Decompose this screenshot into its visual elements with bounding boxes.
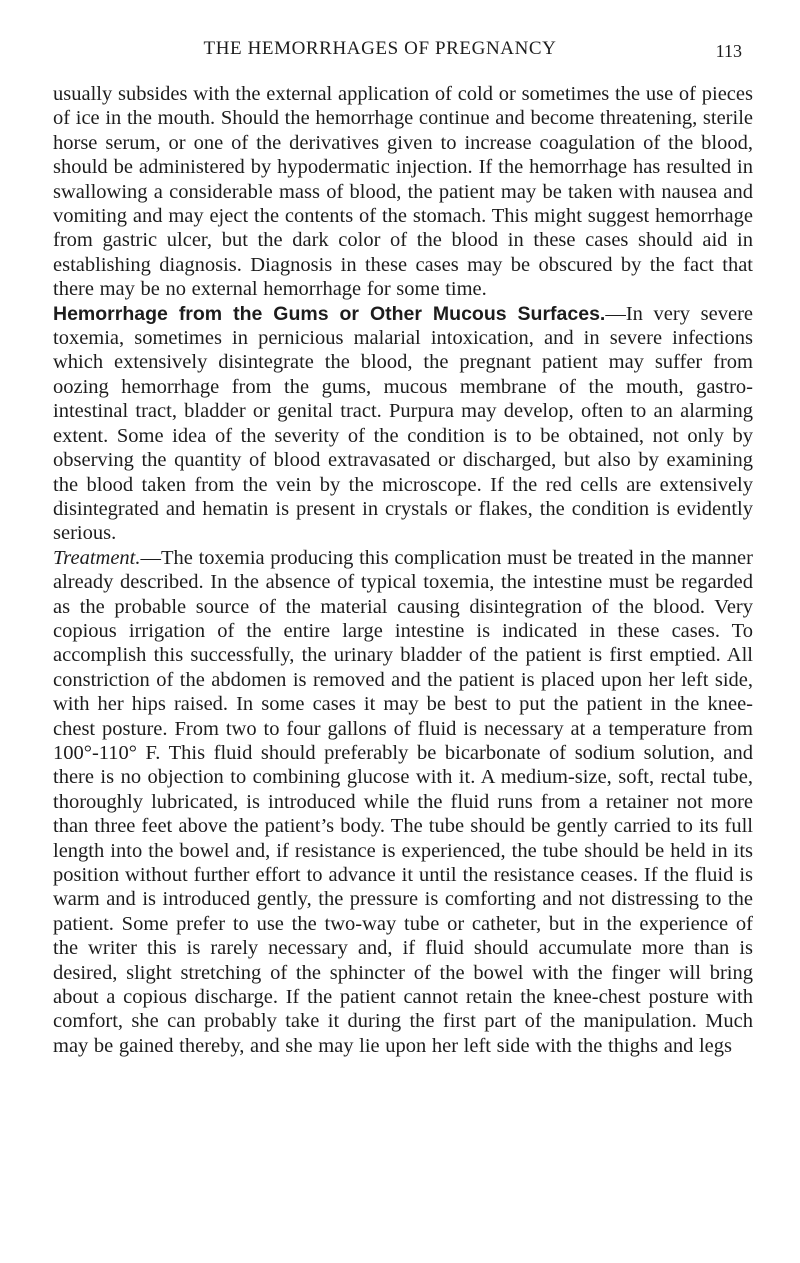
paragraph-text: usually subsides with the external application of cold or sometimes the use of pieces of ice in the mouth. Should the hemorrhage continue and become threatening, sterile horse serum, or one of the derivatives given to increase coagulation of the blood, should be administered by hypodermatic injection. If the hemorrhage has resulted in swallowing a considerable mass of blood, the patient may be taken with nausea and vomiting and may eject the contents of the stomach. This might suggest hemorrhage from gastric ulcer, but the dark color of the blood in these cases should aid in establishing diagnosis. Diagnosis in these cases may be obscured by the fact that there may be no external hemorrhage for some time.: [53, 83, 753, 301]
running-head: THE HEMORRHAGES OF PREGNANCY: [203, 38, 557, 59]
body-text: [53, 82, 753, 1058]
treatment-subheading: Treatment.: [53, 546, 141, 569]
page-number: 113: [715, 41, 742, 61]
paragraph-treatment: [53, 546, 753, 1059]
paragraph-text: —The toxemia producing this complication must be treated in the manner already described. In the absence of typical toxemia, the intestine must be regarded as the probable source of the material causing disintegration of the blood. Very copious irrigation of the entire large intestine is indicated in these cases. To accomplish this successfully, the urinary bladder of the patient is first emptied. All constriction of the abdomen is removed and the patient is placed upon her left side, with her hips raised. In some cases it may be best to put the patient in the knee-chest posture. From two to four gallons of fluid is necessary at a temperature from 100°-110° F. This fluid should preferably be bicarbonate of sodium solution, and there is no objection to combining glucose with it. A medium-size, soft, rectal tube, thoroughly lubricated, is introduced while the fluid runs from a retainer not more than three feet above the patient’s body. The tube should be gently carried to its full length into the bowel and, if resistance is experienced, the tube should be held in its position without further effort to advance it until the resistance ceases. If the fluid is warm and is introduced gently, the pressure is comforting and not distressing to the patient. Some prefer to use the two-way tube or catheter, but in the experience of the writer this is rarely necessary and, if fluid should accumulate more than is desired, slight stretching of the sphincter of the bowel with the finger will bring about a copious discharge. If the patient cannot retain the knee-chest posture with comfort, she can probably take it during the first part of the manipulation. Much may be gained thereby, and she may lie upon her left side with the thighs and legs: [53, 546, 753, 1057]
section-heading: Hemorrhage from the Gums or Other Mucous Surfaces.: [53, 302, 606, 325]
paragraph-gum-hemorrhage: [53, 302, 753, 546]
paragraph-continuation: [53, 82, 753, 302]
paragraph-text: —In very severe toxemia, sometimes in pernicious malarial intoxication, and in severe infections which extensively disintegrate the blood, the pregnant patient may suffer from oozing hemorrhage from the gums, mucous membrane of the mouth, gastro-intestinal tract, bladder or genital tract. Purpura may develop, often to an alarming extent. Some idea of the severity of the condition is to be obtained, not only by observing the quantity of blood extravasated or discharged, but also by examining the blood taken from the vein by the microscope. If the red cells are extensively disintegrated and hematin is present in crystals or flakes, the condition is evidently serious.: [53, 302, 753, 545]
